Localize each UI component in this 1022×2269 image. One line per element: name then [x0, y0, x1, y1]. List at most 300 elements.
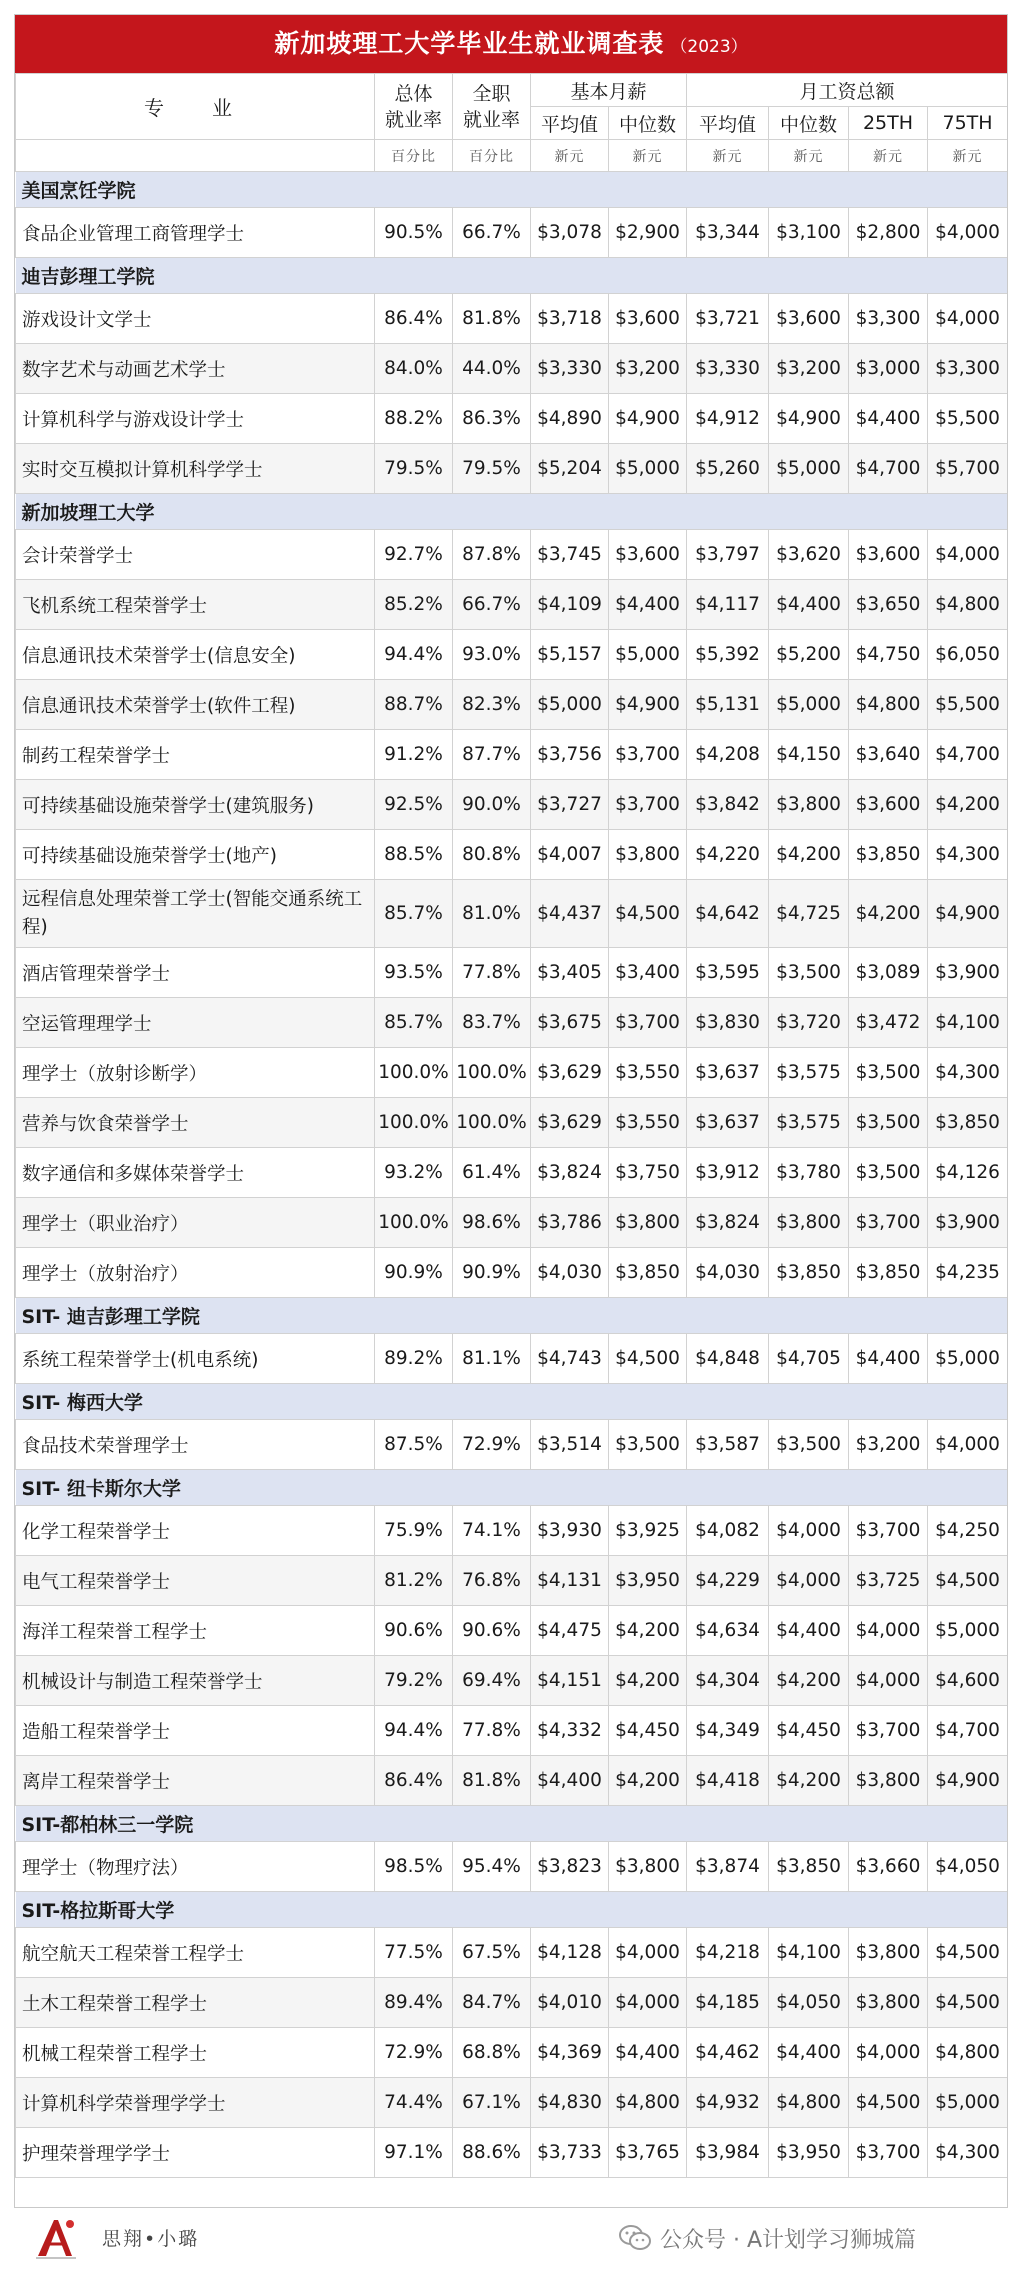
cell-basic-median: $5,000 [609, 444, 687, 494]
header-p25: 25TH [849, 107, 928, 140]
cell-p75: $4,050 [928, 1842, 1008, 1892]
cell-fulltime: 86.3% [453, 394, 531, 444]
cell-overall: 85.7% [375, 880, 453, 948]
cell-basic-median: $3,550 [609, 1048, 687, 1098]
cell-p75: $3,900 [928, 948, 1008, 998]
cell-basic-mean: $5,204 [531, 444, 609, 494]
cell-gross-median: $4,705 [769, 1334, 849, 1384]
cell-gross-median: $4,100 [769, 1928, 849, 1978]
table-row [16, 680, 1008, 730]
table-row [16, 294, 1008, 344]
cell-gross-median: $4,050 [769, 1978, 849, 2028]
major-name-cell: 食品企业管理工商管理学士 [16, 208, 375, 258]
cell-basic-mean: $4,007 [531, 830, 609, 880]
cell-basic-median: $3,750 [609, 1148, 687, 1198]
cell-basic-mean: $4,332 [531, 1706, 609, 1756]
cell-basic-median: $3,800 [609, 1842, 687, 1892]
table-row [16, 780, 1008, 830]
group-name: 新加坡理工大学 [16, 494, 1008, 530]
cell-p75: $4,600 [928, 1656, 1008, 1706]
cell-basic-median: $4,000 [609, 1928, 687, 1978]
major-name-cell: 空运管理理学士 [16, 998, 375, 1048]
header-fulltime-rate-line1: 全职 [472, 82, 511, 105]
cell-overall: 90.6% [375, 1606, 453, 1656]
cell-fulltime: 81.1% [453, 1334, 531, 1384]
cell-overall: 79.2% [375, 1656, 453, 1706]
table-row [16, 1198, 1008, 1248]
cell-fulltime: 81.8% [453, 294, 531, 344]
cell-p25: $3,850 [849, 830, 928, 880]
survey-table [15, 73, 1008, 2178]
cell-overall: 98.5% [375, 1842, 453, 1892]
cell-basic-median: $3,600 [609, 294, 687, 344]
table-row [16, 1248, 1008, 1298]
cell-p75: $3,850 [928, 1098, 1008, 1148]
cell-basic-median: $5,000 [609, 630, 687, 680]
cell-gross-mean: $5,131 [687, 680, 769, 730]
cell-fulltime: 100.0% [453, 1048, 531, 1098]
cell-gross-median: $5,000 [769, 680, 849, 730]
cell-basic-mean: $4,030 [531, 1248, 609, 1298]
cell-basic-median: $4,000 [609, 1978, 687, 2028]
cell-p25: $3,700 [849, 1506, 928, 1556]
major-name-cell: 信息通讯技术荣誉学士(信息安全) [16, 630, 375, 680]
cell-basic-median: $3,850 [609, 1248, 687, 1298]
cell-basic-median: $3,550 [609, 1098, 687, 1148]
cell-p25: $3,300 [849, 294, 928, 344]
cell-basic-median: $4,500 [609, 880, 687, 948]
cell-overall: 92.7% [375, 530, 453, 580]
cell-overall: 89.2% [375, 1334, 453, 1384]
cell-gross-mean: $3,830 [687, 998, 769, 1048]
cell-p25: $3,650 [849, 580, 928, 630]
cell-basic-median: $2,900 [609, 208, 687, 258]
cell-fulltime: 76.8% [453, 1556, 531, 1606]
cell-p25: $3,200 [849, 1420, 928, 1470]
cell-fulltime: 61.4% [453, 1148, 531, 1198]
cell-basic-median: $3,800 [609, 830, 687, 880]
cell-p25: $4,400 [849, 1334, 928, 1384]
cell-fulltime: 72.9% [453, 1420, 531, 1470]
cell-p75: $3,300 [928, 344, 1008, 394]
cell-basic-median: $4,400 [609, 580, 687, 630]
cell-gross-mean: $3,637 [687, 1048, 769, 1098]
cell-gross-mean: $4,304 [687, 1656, 769, 1706]
cell-basic-mean: $3,745 [531, 530, 609, 580]
cell-p25: $4,000 [849, 1656, 928, 1706]
cell-gross-mean: $3,595 [687, 948, 769, 998]
cell-fulltime: 77.8% [453, 948, 531, 998]
cell-gross-mean: $4,030 [687, 1248, 769, 1298]
cell-gross-mean: $4,185 [687, 1978, 769, 2028]
cell-gross-median: $3,500 [769, 1420, 849, 1470]
cell-p75: $4,700 [928, 1706, 1008, 1756]
cell-overall: 72.9% [375, 2028, 453, 2078]
cell-basic-mean: $4,475 [531, 1606, 609, 1656]
cell-gross-mean: $5,392 [687, 630, 769, 680]
cell-fulltime: 93.0% [453, 630, 531, 680]
cell-p75: $4,300 [928, 830, 1008, 880]
table-row [16, 2078, 1008, 2128]
cell-p75: $4,000 [928, 1420, 1008, 1470]
cell-basic-mean: $3,824 [531, 1148, 609, 1198]
cell-gross-mean: $4,218 [687, 1928, 769, 1978]
a-plan-logo-icon [32, 2216, 80, 2260]
cell-overall: 100.0% [375, 1198, 453, 1248]
cell-gross-mean: $3,874 [687, 1842, 769, 1892]
header-gross-median: 中位数 [769, 107, 849, 140]
table-row [16, 1098, 1008, 1148]
cell-p25: $3,800 [849, 1978, 928, 2028]
cell-fulltime: 100.0% [453, 1098, 531, 1148]
table-row [16, 1148, 1008, 1198]
cell-basic-mean: $4,830 [531, 2078, 609, 2128]
unit-p75: 新元 [928, 140, 1008, 172]
cell-p75: $4,800 [928, 2028, 1008, 2078]
table-row [16, 1978, 1008, 2028]
cell-fulltime: 44.0% [453, 344, 531, 394]
cell-overall: 88.7% [375, 680, 453, 730]
cell-gross-median: $4,150 [769, 730, 849, 780]
header-overall-rate-line1: 总体 [394, 82, 433, 105]
group-name: SIT-都柏林三一学院 [16, 1806, 1008, 1842]
group-name: SIT- 梅西大学 [16, 1384, 1008, 1420]
cell-gross-mean: $4,082 [687, 1506, 769, 1556]
unit-gross-mean: 新元 [687, 140, 769, 172]
cell-p25: $4,400 [849, 394, 928, 444]
unit-fulltime: 百分比 [453, 140, 531, 172]
cell-p75: $5,000 [928, 1334, 1008, 1384]
cell-overall: 93.5% [375, 948, 453, 998]
cell-basic-mean: $3,675 [531, 998, 609, 1048]
group-header-row [16, 1892, 1008, 1928]
cell-p75: $4,100 [928, 998, 1008, 1048]
cell-p75: $5,000 [928, 1606, 1008, 1656]
cell-basic-mean: $4,131 [531, 1556, 609, 1606]
cell-gross-mean: $3,344 [687, 208, 769, 258]
cell-overall: 88.5% [375, 830, 453, 880]
cell-gross-median: $4,400 [769, 1606, 849, 1656]
cell-basic-mean: $5,000 [531, 680, 609, 730]
cell-overall: 85.7% [375, 998, 453, 1048]
title-text: 新加坡理工大学毕业生就业调查表 [274, 29, 665, 58]
cell-gross-median: $4,200 [769, 1656, 849, 1706]
cell-gross-median: $4,800 [769, 2078, 849, 2128]
cell-p75: $4,500 [928, 1556, 1008, 1606]
cell-basic-median: $3,925 [609, 1506, 687, 1556]
group-header-row [16, 1470, 1008, 1506]
cell-gross-median: $4,900 [769, 394, 849, 444]
cell-gross-median: $4,000 [769, 1556, 849, 1606]
major-name-cell: 可持续基础设施荣誉学士(地产) [16, 830, 375, 880]
footer-logo-text: 思翔•小璐 [102, 2228, 200, 2250]
cell-p25: $3,000 [849, 344, 928, 394]
table-row [16, 1842, 1008, 1892]
cell-p75: $5,500 [928, 680, 1008, 730]
cell-p75: $6,050 [928, 630, 1008, 680]
major-name-cell: 制药工程荣誉学士 [16, 730, 375, 780]
cell-basic-median: $4,450 [609, 1706, 687, 1756]
major-name-cell: 机械工程荣誉工程学士 [16, 2028, 375, 2078]
major-name-cell: 造船工程荣誉学士 [16, 1706, 375, 1756]
cell-basic-mean: $4,437 [531, 880, 609, 948]
cell-gross-median: $5,000 [769, 444, 849, 494]
title-year: （2023） [670, 37, 748, 57]
cell-basic-mean: $3,078 [531, 208, 609, 258]
cell-gross-median: $3,850 [769, 1842, 849, 1892]
cell-p75: $4,200 [928, 780, 1008, 830]
cell-basic-mean: $3,629 [531, 1098, 609, 1148]
cell-overall: 86.4% [375, 1756, 453, 1806]
cell-p25: $3,700 [849, 2128, 928, 2178]
cell-overall: 84.0% [375, 344, 453, 394]
table-row [16, 998, 1008, 1048]
major-name-cell: 护理荣誉理学学士 [16, 2128, 375, 2178]
major-name-cell: 食品技术荣誉理学士 [16, 1420, 375, 1470]
major-name-cell: 会计荣誉学士 [16, 530, 375, 580]
cell-basic-mean: $3,718 [531, 294, 609, 344]
cell-gross-mean: $4,634 [687, 1606, 769, 1656]
cell-fulltime: 87.8% [453, 530, 531, 580]
cell-gross-mean: $4,932 [687, 2078, 769, 2128]
major-name-cell: 系统工程荣誉学士(机电系统) [16, 1334, 375, 1384]
table-row [16, 580, 1008, 630]
cell-p75: $4,900 [928, 880, 1008, 948]
cell-basic-mean: $3,330 [531, 344, 609, 394]
cell-basic-median: $4,200 [609, 1756, 687, 1806]
cell-p25: $3,500 [849, 1098, 928, 1148]
major-name-cell: 营养与饮食荣誉学士 [16, 1098, 375, 1148]
group-name: 美国烹饪学院 [16, 172, 1008, 208]
cell-p25: $3,850 [849, 1248, 928, 1298]
header-overall-rate [375, 74, 453, 140]
cell-fulltime: 69.4% [453, 1656, 531, 1706]
cell-overall: 100.0% [375, 1098, 453, 1148]
cell-basic-mean: $3,727 [531, 780, 609, 830]
cell-p25: $3,089 [849, 948, 928, 998]
wechat-icon [618, 2223, 652, 2253]
cell-gross-mean: $4,912 [687, 394, 769, 444]
group-header-row [16, 1806, 1008, 1842]
cell-overall: 77.5% [375, 1928, 453, 1978]
cell-gross-mean: $3,912 [687, 1148, 769, 1198]
cell-p75: $4,250 [928, 1506, 1008, 1556]
cell-gross-median: $4,000 [769, 1506, 849, 1556]
cell-fulltime: 79.5% [453, 444, 531, 494]
group-name: SIT- 迪吉彭理工学院 [16, 1298, 1008, 1334]
cell-gross-mean: $3,824 [687, 1198, 769, 1248]
cell-gross-median: $3,950 [769, 2128, 849, 2178]
header-basic-salary: 基本月薪 [531, 74, 687, 107]
table-row [16, 530, 1008, 580]
cell-gross-median: $3,720 [769, 998, 849, 1048]
cell-fulltime: 95.4% [453, 1842, 531, 1892]
major-name-cell: 理学士（放射治疗） [16, 1248, 375, 1298]
cell-gross-mean: $4,117 [687, 580, 769, 630]
cell-p25: $3,600 [849, 530, 928, 580]
unit-blank [16, 140, 375, 172]
cell-p25: $2,800 [849, 208, 928, 258]
header-gross-salary: 月工资总额 [687, 74, 1008, 107]
unit-gross-median: 新元 [769, 140, 849, 172]
cell-p25: $3,600 [849, 780, 928, 830]
group-header-row [16, 1384, 1008, 1420]
cell-gross-median: $3,620 [769, 530, 849, 580]
cell-gross-mean: $3,984 [687, 2128, 769, 2178]
major-name-cell: 信息通讯技术荣誉学士(软件工程) [16, 680, 375, 730]
cell-overall: 75.9% [375, 1506, 453, 1556]
cell-p25: $4,000 [849, 2028, 928, 2078]
cell-basic-mean: $3,756 [531, 730, 609, 780]
cell-gross-mean: $3,587 [687, 1420, 769, 1470]
cell-basic-mean: $3,786 [531, 1198, 609, 1248]
header-overall-rate-line2: 就业率 [384, 108, 442, 131]
cell-fulltime: 81.0% [453, 880, 531, 948]
cell-fulltime: 68.8% [453, 2028, 531, 2078]
cell-basic-mean: $4,109 [531, 580, 609, 630]
cell-gross-median: $3,575 [769, 1048, 849, 1098]
cell-p25: $3,660 [849, 1842, 928, 1892]
cell-overall: 100.0% [375, 1048, 453, 1098]
employment-survey-table-card [14, 14, 1008, 2208]
footer [14, 2208, 1008, 2269]
cell-overall: 90.5% [375, 208, 453, 258]
major-name-cell: 数字通信和多媒体荣誉学士 [16, 1148, 375, 1198]
cell-basic-mean: $3,823 [531, 1842, 609, 1892]
cell-gross-median: $4,200 [769, 830, 849, 880]
cell-fulltime: 74.1% [453, 1506, 531, 1556]
table-row [16, 1706, 1008, 1756]
table-row [16, 1420, 1008, 1470]
cell-p75: $4,500 [928, 1978, 1008, 2028]
major-name-cell: 理学士（放射诊断学） [16, 1048, 375, 1098]
header-major: 专 业 [16, 74, 375, 140]
cell-basic-median: $3,500 [609, 1420, 687, 1470]
cell-p75: $4,500 [928, 1928, 1008, 1978]
cell-p25: $3,700 [849, 1706, 928, 1756]
page-title [15, 15, 1007, 73]
cell-gross-mean: $3,842 [687, 780, 769, 830]
major-name-cell: 海洋工程荣誉工程学士 [16, 1606, 375, 1656]
cell-basic-median: $4,200 [609, 1606, 687, 1656]
cell-fulltime: 90.9% [453, 1248, 531, 1298]
table-row [16, 830, 1008, 880]
cell-gross-median: $3,500 [769, 948, 849, 998]
group-header-row [16, 258, 1008, 294]
cell-fulltime: 83.7% [453, 998, 531, 1048]
cell-p25: $3,472 [849, 998, 928, 1048]
cell-fulltime: 77.8% [453, 1706, 531, 1756]
cell-basic-median: $3,400 [609, 948, 687, 998]
cell-overall: 81.2% [375, 1556, 453, 1606]
cell-gross-mean: $4,418 [687, 1756, 769, 1806]
cell-basic-median: $3,200 [609, 344, 687, 394]
cell-p25: $4,000 [849, 1606, 928, 1656]
cell-basic-mean: $3,405 [531, 948, 609, 998]
major-name-cell: 计算机科学荣誉理学学士 [16, 2078, 375, 2128]
cell-gross-mean: $4,208 [687, 730, 769, 780]
cell-gross-median: $4,450 [769, 1706, 849, 1756]
cell-basic-median: $3,700 [609, 730, 687, 780]
cell-overall: 85.2% [375, 580, 453, 630]
cell-basic-mean: $3,930 [531, 1506, 609, 1556]
group-header-row [16, 1298, 1008, 1334]
cell-basic-median: $3,700 [609, 998, 687, 1048]
cell-gross-median: $3,850 [769, 1248, 849, 1298]
wechat-account[interactable] [618, 2220, 916, 2256]
cell-basic-mean: $4,151 [531, 1656, 609, 1706]
header-basic-mean: 平均值 [531, 107, 609, 140]
table-row [16, 2128, 1008, 2178]
cell-overall: 90.9% [375, 1248, 453, 1298]
cell-p75: $5,000 [928, 2078, 1008, 2128]
table-row [16, 730, 1008, 780]
cell-p25: $4,800 [849, 680, 928, 730]
table-row [16, 444, 1008, 494]
cell-gross-mean: $4,642 [687, 880, 769, 948]
cell-fulltime: 67.1% [453, 2078, 531, 2128]
cell-overall: 74.4% [375, 2078, 453, 2128]
cell-gross-median: $5,200 [769, 630, 849, 680]
cell-overall: 79.5% [375, 444, 453, 494]
cell-gross-mean: $5,260 [687, 444, 769, 494]
cell-fulltime: 66.7% [453, 580, 531, 630]
cell-p25: $3,500 [849, 1048, 928, 1098]
major-name-cell: 理学士（物理疗法） [16, 1842, 375, 1892]
cell-basic-mean: $4,890 [531, 394, 609, 444]
major-name-cell: 土木工程荣誉工程学士 [16, 1978, 375, 2028]
cell-basic-mean: $5,157 [531, 630, 609, 680]
major-name-cell: 离岸工程荣誉学士 [16, 1756, 375, 1806]
table-row [16, 1506, 1008, 1556]
cell-basic-median: $4,200 [609, 1656, 687, 1706]
group-name: SIT-格拉斯哥大学 [16, 1892, 1008, 1928]
cell-basic-median: $3,765 [609, 2128, 687, 2178]
group-header-row [16, 494, 1008, 530]
group-name: 迪吉彭理工学院 [16, 258, 1008, 294]
table-row [16, 1048, 1008, 1098]
cell-basic-median: $4,900 [609, 680, 687, 730]
cell-p75: $4,300 [928, 2128, 1008, 2178]
cell-overall: 88.2% [375, 394, 453, 444]
cell-p75: $3,900 [928, 1198, 1008, 1248]
table-row [16, 1756, 1008, 1806]
major-name-cell: 理学士（职业治疗） [16, 1198, 375, 1248]
cell-basic-median: $4,500 [609, 1334, 687, 1384]
cell-overall: 97.1% [375, 2128, 453, 2178]
cell-gross-median: $3,800 [769, 1198, 849, 1248]
cell-fulltime: 87.7% [453, 730, 531, 780]
major-name-cell: 机械设计与制造工程荣誉学士 [16, 1656, 375, 1706]
major-name-cell: 实时交互模拟计算机科学学士 [16, 444, 375, 494]
cell-p75: $4,300 [928, 1048, 1008, 1098]
cell-gross-mean: $4,462 [687, 2028, 769, 2078]
cell-p75: $4,800 [928, 580, 1008, 630]
cell-p75: $4,235 [928, 1248, 1008, 1298]
cell-basic-mean: $3,733 [531, 2128, 609, 2178]
cell-overall: 92.5% [375, 780, 453, 830]
table-row [16, 1334, 1008, 1384]
cell-basic-median: $3,600 [609, 530, 687, 580]
unit-basic-mean: 新元 [531, 140, 609, 172]
major-name-cell: 可持续基础设施荣誉学士(建筑服务) [16, 780, 375, 830]
cell-overall: 94.4% [375, 1706, 453, 1756]
cell-overall: 86.4% [375, 294, 453, 344]
cell-fulltime: 67.5% [453, 1928, 531, 1978]
major-name-cell: 飞机系统工程荣誉学士 [16, 580, 375, 630]
major-name-cell: 数字艺术与动画艺术学士 [16, 344, 375, 394]
cell-basic-mean: $3,514 [531, 1420, 609, 1470]
